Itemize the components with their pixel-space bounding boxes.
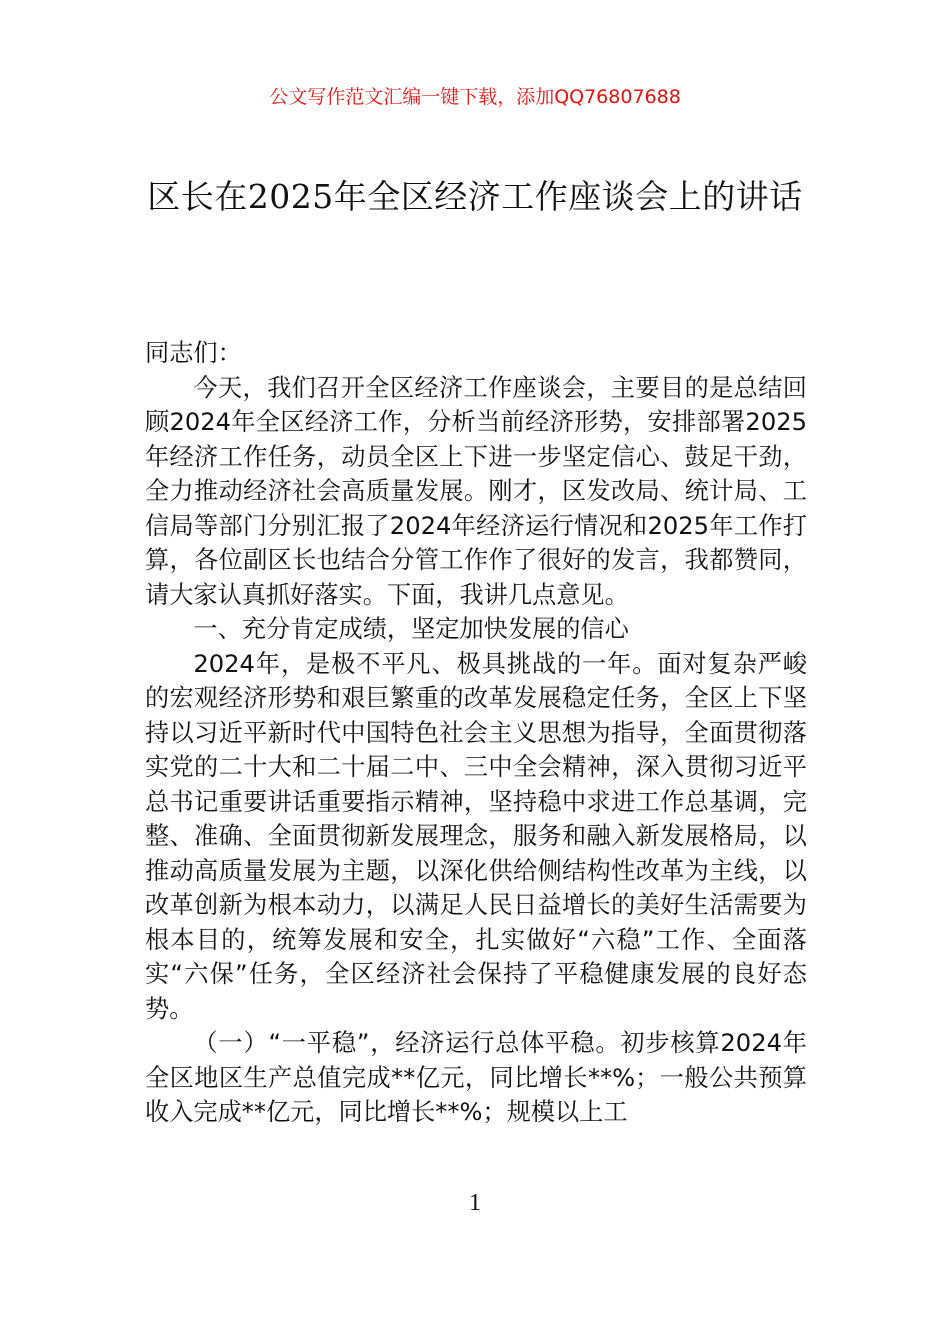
intro-paragraph: 今天，我们召开全区经济工作座谈会，主要目的是总结回顾2024年全区经济工作，分析当前经济形势，安排部署2025年经济工作任务，动员全区上下进一步坚定信心、鼓足干劲，全力推动经济社会高质量发展。刚才，区发改局、统计局、工信局等部门分别汇报了2024年经济运行情况和2025年工作打算，各位副区长也结合分管工作作了很好的发言，我都赞同，请大家认真抓好落实。下面，我讲几点意见。 [145, 373, 807, 609]
document-title: 区长在2025年全区经济工作座谈会上的讲话 [147, 177, 803, 216]
download-banner[interactable]: 公文写作范文汇编一键下载，添加QQ76807688 [269, 86, 681, 108]
body-paragraph: 2024年，是极不平凡、极具挑战的一年。面对复杂严峻的宏观经济形势和艰巨繁重的改革发展稳定任务，全区上下坚持以习近平新时代中国特色社会主义思想为指导，全面贯彻落实党的二十大和二十届二中、三中全会精神，深入贯彻习近平总书记重要讲话重要指示精神，坚持稳中求进工作总基调，完整、准确、全面贯彻新发展理念，服务和融入新发展格局，以推动高质量发展为主题，以深化供给侧结构性改革为主线，以改革创新为根本动力，以满足人民日益增长的美好生活需要为根本目的，统筹发展和安全，扎实做好“六稳”工作、全面落实“六保”任务，全区经济社会保持了平稳健康发展的良好态势。 [145, 649, 807, 1023]
document-body [145, 336, 807, 1130]
greeting: 同志们： [145, 339, 242, 367]
section-heading: 一、充分肯定成绩，坚定加快发展的信心 [193, 615, 629, 643]
page-number: 1 [469, 1190, 481, 1216]
subsection-paragraph: （一）“一平稳”，经济运行总体平稳。初步核算2024年全区地区生产总值完成**亿元，同比增长**%；一般公共预算收入完成**亿元，同比增长**%；规模以上工 [145, 1029, 807, 1126]
